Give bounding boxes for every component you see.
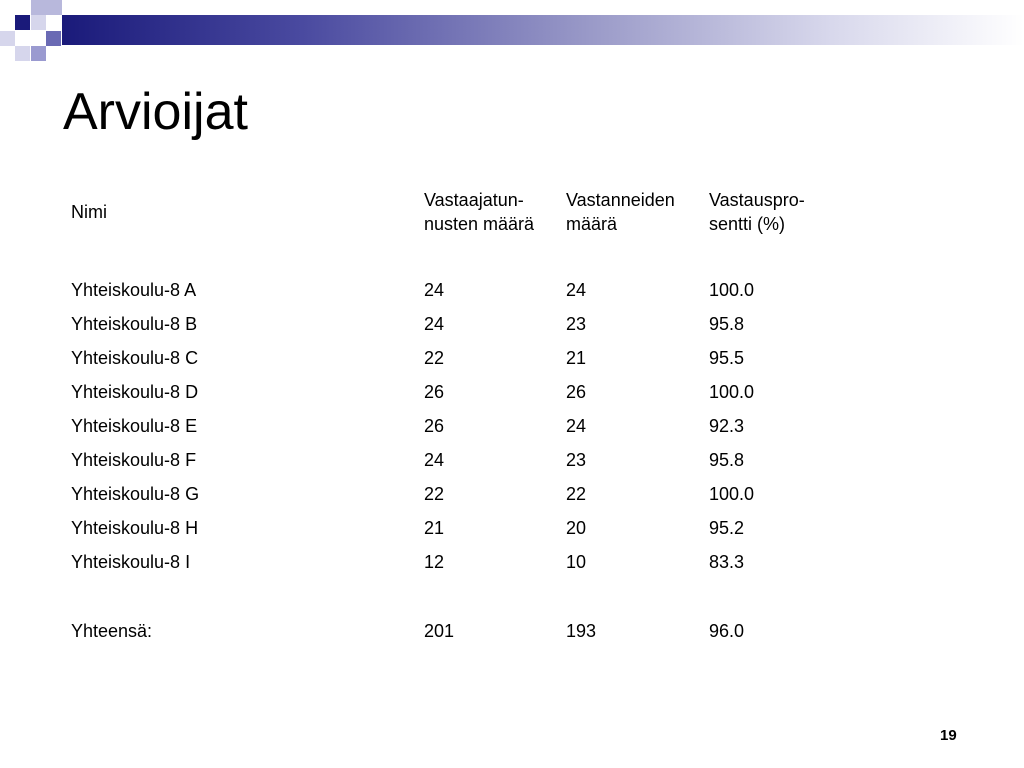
decor-square-light (31, 0, 62, 15)
cell-respondent-ids: 12 (424, 552, 445, 572)
total-label: Yhteensä: (71, 621, 153, 641)
cell-respondent-ids: 24 (424, 450, 445, 470)
cell-respondent-ids: 22 (424, 484, 445, 504)
header-cell-response-rate: Vastauspro- sentti (%) (709, 190, 805, 234)
cell-respondents: 24 (566, 416, 587, 436)
cell-name: Yhteiskoulu-8 E (71, 416, 198, 436)
decor-square-light (0, 31, 15, 46)
decor-square-dark (46, 15, 62, 30)
slide-title: Arvioijat (63, 83, 248, 141)
cell-response-rate: 83.3 (709, 552, 745, 572)
cell-name: Yhteiskoulu-8 H (71, 518, 199, 538)
header-cell-respondent-ids: Vastaajatun- nusten määrä (424, 190, 535, 234)
cell-respondent-ids: 22 (424, 348, 445, 368)
header-cell-name: Nimi (71, 202, 107, 222)
cell-respondent-ids: 26 (424, 382, 445, 402)
slide-number: 19 (940, 727, 957, 744)
header-cell-respondents: Vastanneiden määrä (566, 190, 675, 234)
cell-name: Yhteiskoulu-8 F (71, 450, 197, 470)
cell-name: Yhteiskoulu-8 D (71, 382, 199, 402)
cell-respondents: 21 (566, 348, 587, 368)
cell-response-rate: 100.0 (709, 280, 755, 300)
cell-respondent-ids: 24 (424, 314, 445, 334)
cell-name: Yhteiskoulu-8 I (71, 552, 191, 572)
decor-square-dark (15, 15, 30, 30)
cell-respondents: 24 (566, 280, 587, 300)
cell-respondents: 23 (566, 450, 587, 470)
total-response-rate: 96.0 (709, 621, 745, 641)
cell-response-rate: 95.5 (709, 348, 745, 368)
cell-respondents: 20 (566, 518, 587, 538)
cell-response-rate: 95.8 (709, 450, 745, 470)
cell-respondents: 26 (566, 382, 587, 402)
cell-name: Yhteiskoulu-8 A (71, 280, 197, 300)
decor-square-light (15, 46, 30, 61)
cell-name: Yhteiskoulu-8 G (71, 484, 200, 504)
total-respondents: 193 (566, 621, 597, 641)
cell-name: Yhteiskoulu-8 C (71, 348, 199, 368)
cell-respondent-ids: 21 (424, 518, 445, 538)
cell-response-rate: 95.8 (709, 314, 745, 334)
cell-name: Yhteiskoulu-8 B (71, 314, 198, 334)
header-gradient-bar (62, 15, 1024, 45)
cell-respondent-ids: 24 (424, 280, 445, 300)
cell-response-rate: 95.2 (709, 518, 745, 538)
cell-respondent-ids: 26 (424, 416, 445, 436)
cell-response-rate: 92.3 (709, 416, 745, 436)
decor-square-mid (31, 46, 46, 61)
cell-response-rate: 100.0 (709, 484, 755, 504)
total-respondent-ids: 201 (424, 621, 455, 641)
cell-respondents: 22 (566, 484, 587, 504)
cell-respondents: 10 (566, 552, 587, 572)
cell-response-rate: 100.0 (709, 382, 755, 402)
cell-respondents: 23 (566, 314, 587, 334)
decor-square-mid (46, 31, 61, 46)
decor-square-light (31, 15, 46, 30)
